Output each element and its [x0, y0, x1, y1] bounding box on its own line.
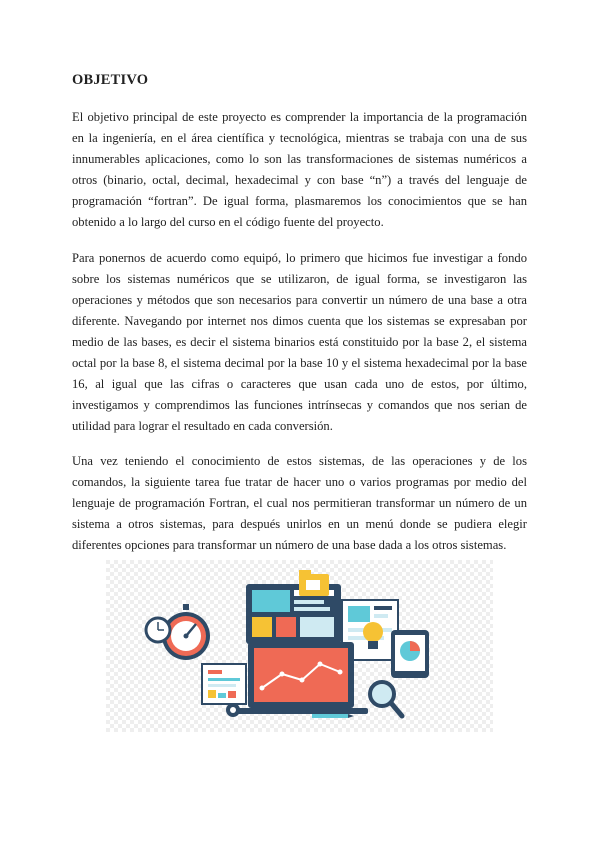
data-analytics-illustration [106, 560, 493, 732]
section-heading: OBJETIVO [72, 72, 149, 88]
paragraph-objective: El objetivo principal de este proyecto es comprender la importancia de la programación en la ingeniería, en el área científica y tecnológica, mientras se trabaja con una de sus innumerables aplicaciones, como lo son las transformaciones de sistemas numéricos a otros (binario, octal, decimal, hexadecimal y con base “n”) a través del lenguaje de programación “fortran”. De igual forma, plasmaremos los conocimientos que se han obtenido a lo largo del curso en el código fuente del proyecto. [72, 110, 527, 229]
gear-icon [226, 703, 240, 717]
clock-icon [146, 618, 170, 642]
laptop-line-chart-icon [234, 642, 368, 714]
paragraph-research: Para ponernos de acuerdo como equipó, lo primero que hicimos fue investigar a fondo sobre los sistemas numéricos que se utilizaron, de igual forma, se investigaron las operaciones y métodos que son necesarios para convertir un número de una base a otra diferente. Navegando por internet nos dimos cuenta que los sistemas se expresaban por medio de las bases, es decir el sistema binarios está constituido por la base 2, el sistema octal por la base 8, el sistema decimal por la base 10 y el sistema hexadecimal por la base 16, al igual que las cifras o caracteres que usan cada uno de estos, por último, investigamos y comprendimos las funciones intrínsecas y comandos que nos serian de utilidad para lograr el resultado en cada conversión. [72, 251, 527, 433]
report-sheet-icon [202, 664, 246, 704]
tablet-pie-chart-icon [391, 630, 429, 678]
paragraph-programs: Una vez teniendo el conocimiento de estos sistemas, de las operaciones y de los comandos, la siguiente tarea fue tratar de hacer uno o varios programas por medio del lenguaje de programación Fortran, el cual nos permitieran transformar un número de un sistema a otros sistemas, para después unirlos en un menú donde se pudiera elegir diferentes opciones para transformar un número de una base dada a los otros sistemas. [72, 454, 527, 552]
pencil-icon [312, 714, 354, 718]
